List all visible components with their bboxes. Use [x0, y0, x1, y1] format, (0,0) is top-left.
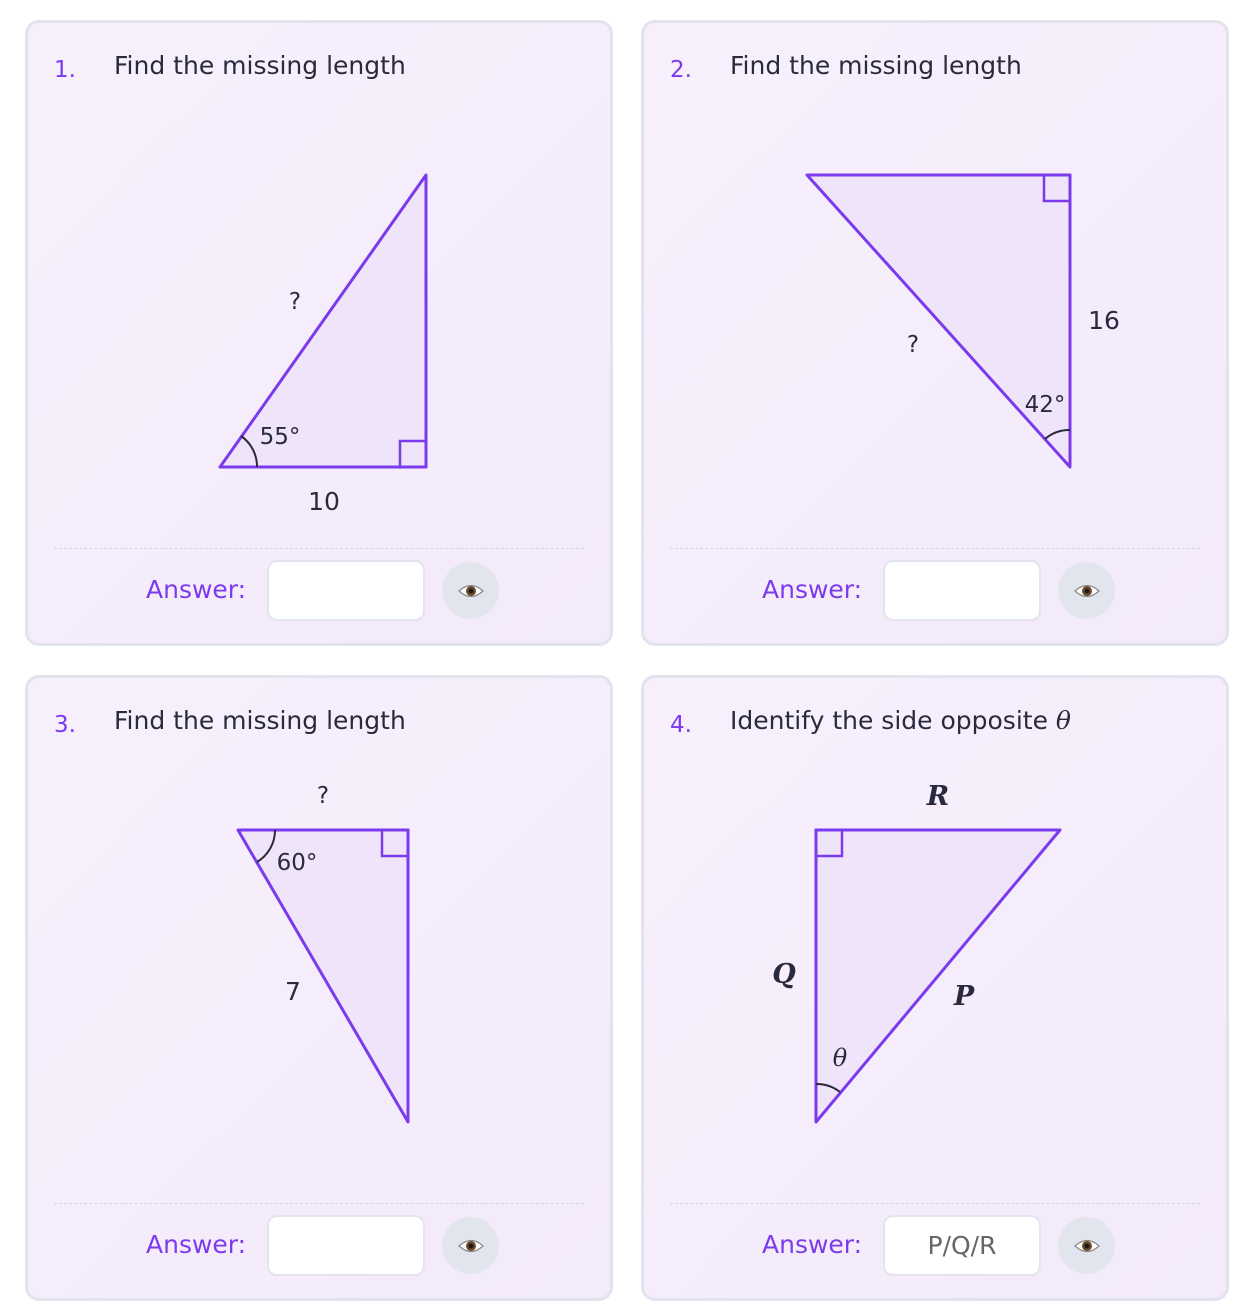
triangle	[220, 175, 426, 467]
theta-label: θ	[832, 1044, 848, 1072]
top-side-label: ?	[316, 783, 330, 809]
reveal-answer-button[interactable]	[442, 562, 499, 619]
answer-input[interactable]	[267, 560, 425, 621]
hypotenuse-label: ?	[906, 332, 920, 358]
side-label-r: R	[926, 781, 950, 812]
reveal-answer-button[interactable]	[442, 1217, 499, 1274]
triangle-diagram-1	[28, 23, 616, 543]
eye-icon	[457, 581, 485, 601]
question-number: 3.	[54, 712, 76, 738]
hypotenuse-label: ?	[288, 289, 302, 315]
question-number: 2.	[670, 57, 692, 83]
divider	[54, 1203, 584, 1204]
divider	[670, 548, 1200, 549]
question-card-3	[25, 675, 613, 1301]
hypotenuse-label: 7	[285, 977, 301, 1006]
base-label: 10	[308, 487, 340, 516]
eye-icon	[1073, 581, 1101, 601]
side-label-p: P	[953, 981, 975, 1012]
side-label: 16	[1088, 306, 1120, 335]
triangle-diagram-4	[644, 678, 1232, 1198]
eye-icon	[457, 1236, 485, 1256]
question-title: Identify the side opposite θ	[730, 706, 1071, 735]
angle-label: 60°	[276, 850, 318, 876]
answer-input[interactable]	[883, 560, 1041, 621]
reveal-answer-button[interactable]	[1058, 562, 1115, 619]
question-card-4	[641, 675, 1229, 1301]
side-label-q: Q	[772, 959, 796, 990]
question-title: Find the missing length	[114, 706, 406, 735]
angle-label: 55°	[259, 424, 301, 450]
question-number: 1.	[54, 57, 76, 83]
answer-label: Answer:	[762, 575, 863, 604]
answer-label: Answer:	[146, 575, 247, 604]
question-number: 4.	[670, 712, 692, 738]
divider	[54, 548, 584, 549]
answer-label: Answer:	[146, 1230, 247, 1259]
triangle	[807, 175, 1070, 467]
divider	[670, 1203, 1200, 1204]
triangle	[816, 830, 1060, 1122]
theta-symbol: θ	[1055, 706, 1071, 735]
answer-label: Answer:	[762, 1230, 863, 1259]
question-card-1	[25, 20, 613, 646]
reveal-answer-button[interactable]	[1058, 1217, 1115, 1274]
answer-input[interactable]	[267, 1215, 425, 1276]
eye-icon	[1073, 1236, 1101, 1256]
triangle	[238, 830, 408, 1122]
question-title: Find the missing length	[730, 51, 1022, 80]
answer-input[interactable]	[883, 1215, 1041, 1276]
question-title: Find the missing length	[114, 51, 406, 80]
angle-label: 42°	[1024, 392, 1066, 418]
triangle-diagram-2	[644, 23, 1232, 543]
question-card-2	[641, 20, 1229, 646]
triangle-diagram-3	[28, 678, 616, 1198]
